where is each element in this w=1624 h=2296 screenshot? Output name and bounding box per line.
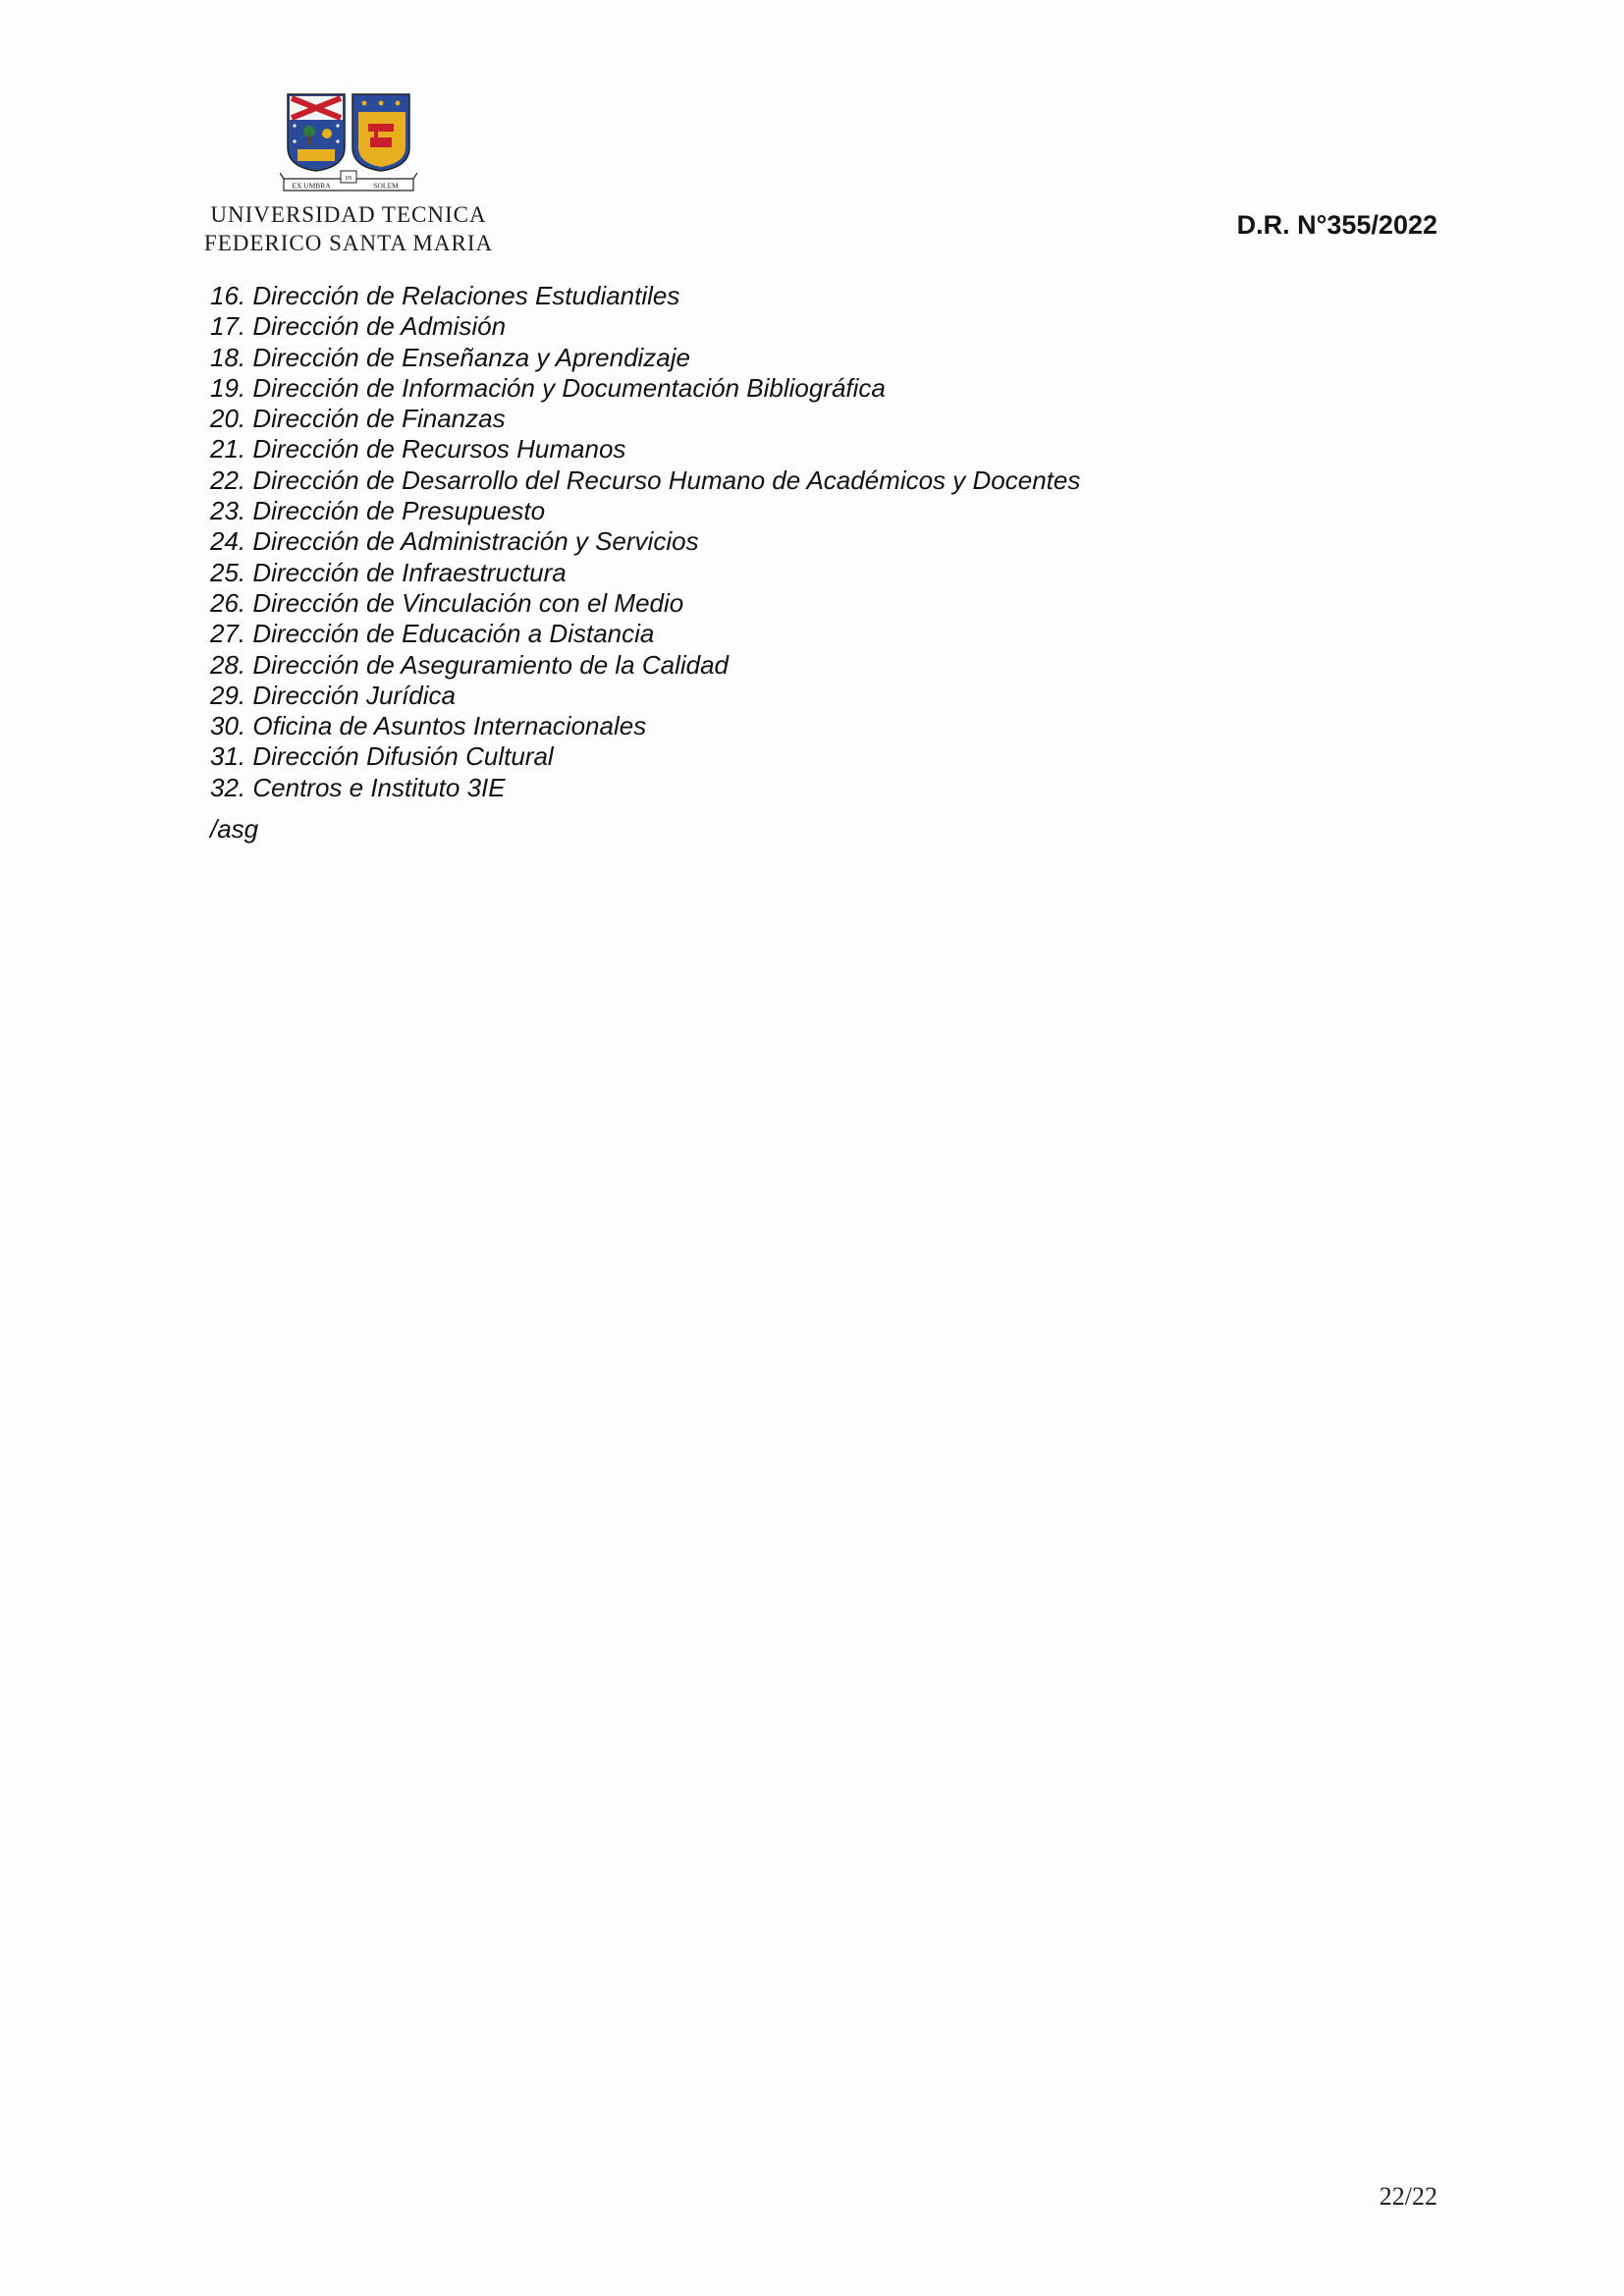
- university-crest-icon: [280, 90, 417, 198]
- university-logo: [187, 90, 511, 255]
- document-number: D.R. N°355/2022: [1236, 210, 1437, 240]
- crest-motto-left: EX UMBRA: [292, 181, 331, 191]
- list-item: 18. Dirección de Enseñanza y Aprendizaje: [210, 342, 690, 372]
- list-item: 32. Centros e Instituto 3IE: [210, 772, 506, 802]
- crest-motto-right: SOLEM: [373, 181, 399, 191]
- list-item: 26. Dirección de Vinculación con el Medio: [210, 587, 684, 618]
- list-item: 23. Dirección de Presupuesto: [210, 496, 546, 526]
- list-item: 30. Oficina de Asuntos Internacionales: [210, 711, 647, 741]
- crest-motto-center: IN: [345, 175, 352, 182]
- list-item: 28. Dirección de Aseguramiento de la Calidad: [210, 649, 730, 680]
- list-item: 22. Dirección de Desarrollo del Recurso Humano de Académicos y Docentes: [210, 465, 1081, 495]
- list-item: 19. Dirección de Información y Documentación Bibliográfica: [210, 372, 886, 403]
- list-item: 21. Dirección de Recursos Humanos: [210, 434, 626, 465]
- list-item: 29. Dirección Jurídica: [210, 680, 456, 710]
- list-item: 25. Dirección de Infraestructura: [210, 557, 567, 587]
- list-item: 20. Dirección de Finanzas: [210, 404, 506, 434]
- author-initials: /asg: [210, 814, 259, 844]
- list-item: 16. Dirección de Relaciones Estudiantiles: [210, 281, 680, 310]
- page-number: 22/22: [1379, 2182, 1437, 2211]
- list-item: 31. Dirección Difusión Cultural: [210, 741, 554, 772]
- department-list: [210, 281, 1080, 803]
- university-name-line-2: FEDERICO SANTA MARIA: [203, 231, 494, 255]
- list-item: 27. Dirección de Educación a Distancia: [210, 619, 655, 649]
- university-name-line-1: UNIVERSIDAD TECNICA: [210, 202, 487, 227]
- list-item: 17. Dirección de Admisión: [210, 311, 507, 342]
- list-item: 24. Dirección de Administración y Servicios: [210, 526, 699, 557]
